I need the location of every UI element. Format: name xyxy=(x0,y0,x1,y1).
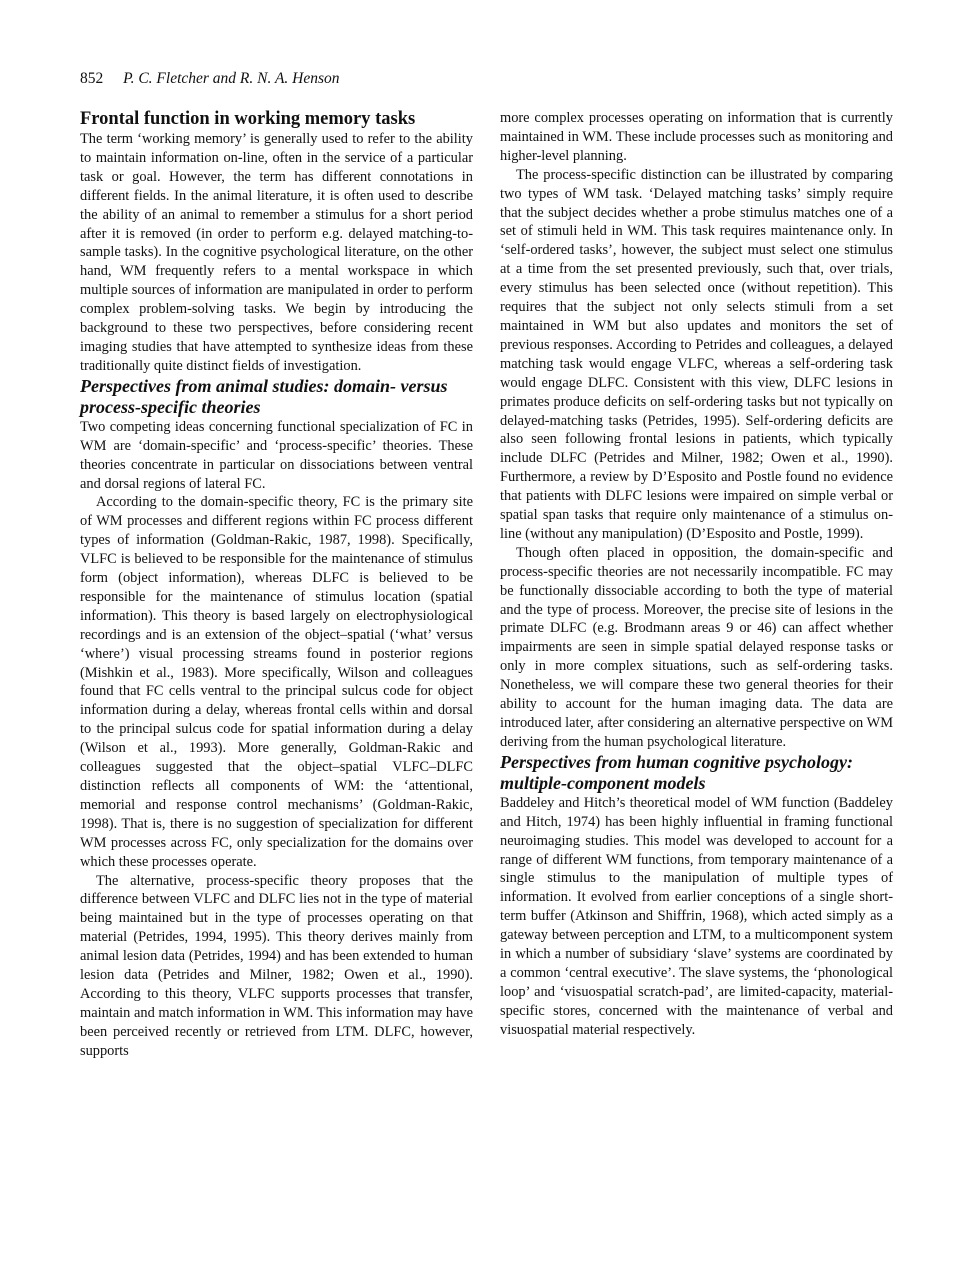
right-column xyxy=(500,109,893,1040)
running-head-authors: P. C. Fletcher and R. N. A. Henson xyxy=(123,70,340,87)
paragraph: Baddeley and Hitch’s theoretical model of WM function (Baddeley and Hitch, 1974) has been highly influential in framing functional neuroimaging studies. This model was developed to account for a range of different WM functions, from temporary maintenance of a single stimulus to the manipulation of multiple types of information. It evolved from earlier conceptions of a single short-term buffer (Atkinson and Shiffrin, 1968), which acted simply as a gateway between perception and LTM, to a multicomponent system in which a number of subsidiary ‘slave’ systems are coordinated by a common ‘central executive’. The slave systems, the ‘phonological loop’ and ‘visuospatial scratch-pad’, are limited-capacity, material-specific stores, concerned with the maintenance of verbal and visuospatial material respectively. xyxy=(500,794,893,1038)
section-heading-cognitive-psychology: Perspectives from human cognitive psychology: multiple-component models xyxy=(500,751,853,793)
paragraph: Two competing ideas concerning functional specialization of FC in WM are ‘domain-specific’ and ‘process-specific’ theories. These theories concentrate in particular on dissociations between ventral and dorsal regions of lateral FC. xyxy=(80,418,473,492)
section-heading-frontal-function: Frontal function in working memory tasks xyxy=(80,109,416,129)
running-head xyxy=(80,70,340,88)
paragraph: more complex processes operating on information that is currently maintained in WM. These include processes such as monitoring and higher-level planning. xyxy=(500,110,893,164)
paragraph: Though often placed in opposition, the domain-specific and process-specific theories are not necessarily incompatible. FC may be functionally dissociable according to both the type of material and the type of process. Moreover, the precise site of lesions in the primate DLFC (e.g. Brodmann areas 9 or 46) can affect whether impairments are seen in simple spatial delayed response tasks or only in more complex situations, such as self-ordering tasks. Nonetheless, we will compare these two general theories for their ability to account for the human imaging data. The data are introduced later, after considering an alternative perspective on WM deriving from the human psychological literature. xyxy=(500,544,893,750)
paragraph: The alternative, process-specific theory proposes that the difference between VLFC and DLFC lies not in the type of material being maintained but in the type of processes operating on that material (Petrides, 1994, 1995). This theory derives mainly from animal lesion data (Petrides, 1994) and has been extended to human lesion data (Petrides and Milner, 1982; Owen et al., 1990). According to this theory, VLFC supports processes that transfer, maintain and match information in WM. This information may have been perceived recently or retrieved from LTM. DLFC, however, supports xyxy=(80,872,473,1059)
paragraph: According to the domain-specific theory, FC is the primary site of WM processes and different regions within FC process different types of information (Goldman-Rakic, 1987, 1998). Specifically, VLFC is believed to be responsible for the maintenance of stimulus form (object information), whereas DLFC is believed to be responsible for the maintenance of stimulus location (spatial information). This theory is based largely on electrophysiological recordings and is an extension of the object–spatial (‘what’ versus ‘where’) visual processing streams found in posterior regions (Mishkin et al., 1983). More specifically, Wilson and colleagues found that FC cells ventral to the principal sulcus code for object information during a delay, whereas frontal cells within and dorsal to the principal sulcus code for spatial information during a delay (Wilson et al., 1993). More generally, Goldman-Rakic and colleagues suggested that the object–spatial VLFC–DLFC distinction reflects all components of WM: the ‘attentional, memorial and response control mechanisms’ (Goldman-Rakic, 1998). That is, there is no suggestion of specialization for different WM processes across FC, only specialization for the domains over which these processes operate. xyxy=(80,494,473,870)
paragraph: The term ‘working memory’ is generally used to refer to the ability to maintain information on-line, often in the service of a particular task or goal. However, the term has different connotations in different fields. In the animal literature, it is often used to describe the ability of an animal to remember a stimulus for a short period after it is removed (in order to perform e.g. delayed matching-to-sample tasks). In the cognitive psychological literature, on the other hand, WM frequently refers to a mental workspace in which multiple sources of information are manipulated in order to perform complex problem-solving tasks. We begin by introducing the background to these two perspectives, before considering recent imaging studies that have attempted to synthesize ideas from these traditionally quite distinct fields of investigation. xyxy=(80,131,473,374)
section-heading-animal-studies: Perspectives from animal studies: domain- versus process-specific theories xyxy=(80,375,448,417)
left-column xyxy=(80,109,473,1061)
page-number: 852 xyxy=(80,70,104,87)
paragraph: The process-specific distinction can be illustrated by comparing two types of WM task. ‘Delayed matching tasks’ simply require that the subject decides whether a probe stimulus matches one of a set of stimuli held in WM. This task requires maintenance only. In ‘self-ordered tasks’, however, the subject must select one stimulus at a time from the set presented previously, such that, over trials, every stimulus has been selected once (without repetition). This requires that the subject not only selects stimuli from a set maintained in WM but also updates and monitors the set of previous responses. According to Petrides and colleagues, a delayed matching task would engage VLFC, whereas a self-ordering task would engage DLFC. Consistent with this view, DLFC lesions in primates produce deficits on self-ordering tasks but not typically on delayed-matching tasks (Petrides, 1995). Self-ordering deficits are also seen following frontal lesions in patients, which typically include DLFC (Petrides and Milner, 1982; Owen et al., 1990). Furthermore, a review by D’Esposito and Postle found no evidence that patients with DLFC lesions were impaired on simple verbal or spatial span tasks that require only maintenance of a stimulus on-line (without any manipulation) (D’Esposito and Postle, 1999). xyxy=(500,166,893,542)
